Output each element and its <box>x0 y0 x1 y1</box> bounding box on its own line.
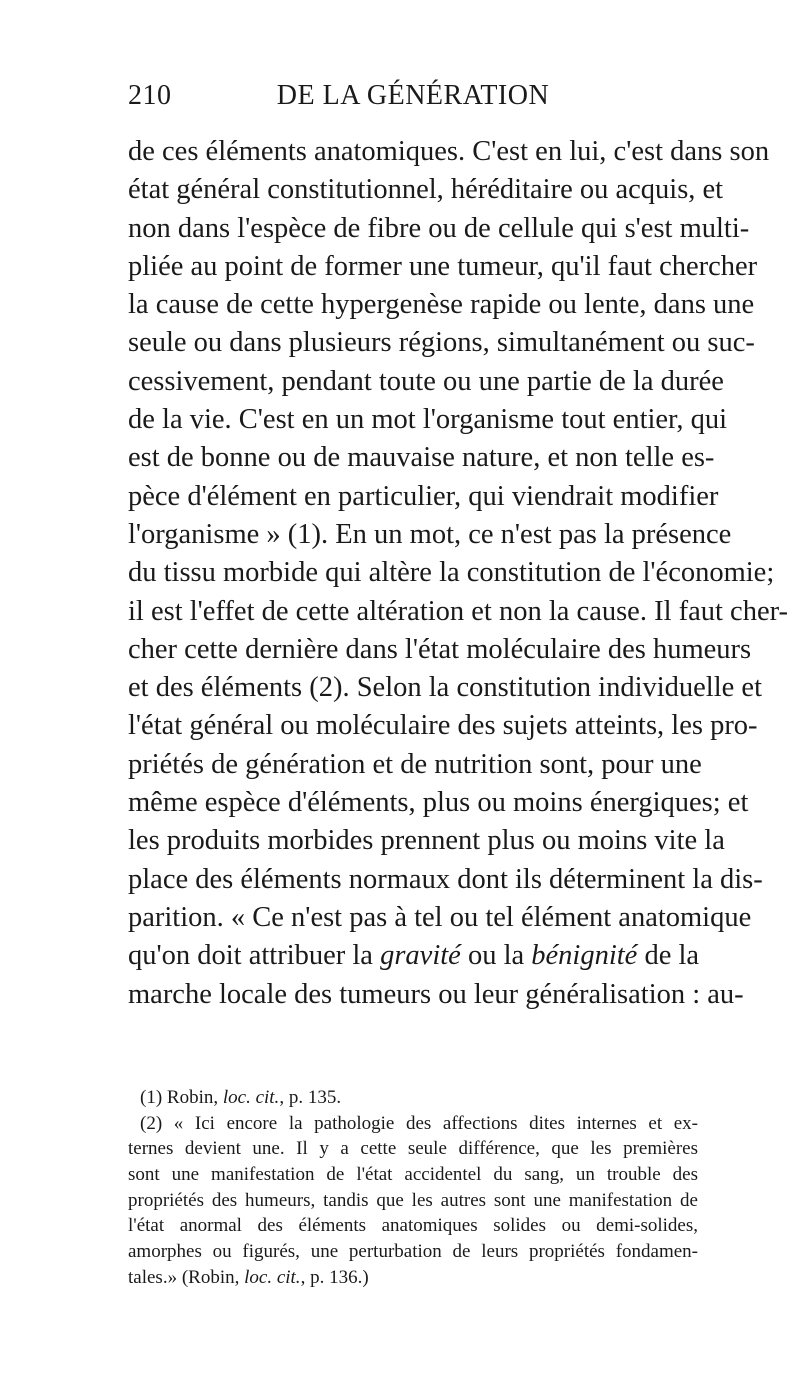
body-line: est de bonne ou de mauvaise nature, et non telle es- <box>128 442 715 474</box>
footnote-text: , p. 136.) <box>300 1266 369 1288</box>
body-line: état général constitutionnel, héréditaire ou acquis, et <box>128 174 724 206</box>
body-line: de la vie. C'est en un mot l'organisme tout entier, qui <box>128 404 728 436</box>
italic-term-gravite: gravité <box>380 940 461 972</box>
body-line: seule ou dans plusieurs régions, simultanément ou suc- <box>128 327 755 359</box>
body-line: la cause de cette hypergenèse rapide ou lente, dans une <box>128 289 755 321</box>
body-line: les produits morbides prennent plus ou moins vite la <box>128 825 725 857</box>
body-line: du tissu morbide qui altère la constitution de l'économie; <box>128 557 775 589</box>
footnote-2-line: (2) « Ici encore la pathologie des affections dites internes et ex- <box>140 1112 698 1134</box>
footnote-2-line: propriétés des humeurs, tandis que les autres sont une manifestation de <box>128 1189 698 1211</box>
body-line: parition. « Ce n'est pas à tel ou tel élément anatomique <box>128 901 752 933</box>
footnote-2-line: l'état anormal des éléments anatomiques solides ou demi-solides, <box>128 1215 698 1237</box>
line-segment: de la <box>637 940 700 972</box>
italic-term-benignite: bénignité <box>531 940 638 972</box>
body-text <box>128 133 789 1014</box>
footnote-text: tales.» (Robin, <box>128 1266 245 1288</box>
body-line-italic <box>128 937 698 975</box>
body-line: cher cette dernière dans l'état moléculaire des humeurs <box>128 633 752 665</box>
body-line: l'état général ou moléculaire des sujets atteints, les pro- <box>128 710 758 742</box>
footnote-italic: loc. cit. <box>222 1087 280 1108</box>
body-line: pèce d'élément en particulier, qui viendrait modifier <box>128 480 719 512</box>
footnote-2-last-line <box>128 1265 698 1291</box>
footnote-text: , p. 135. <box>279 1087 342 1108</box>
page-header <box>128 80 698 120</box>
footnotes <box>128 1085 698 1291</box>
body-line: place des éléments normaux dont ils déterminent la dis- <box>128 863 763 895</box>
running-title: DE LA GÉNÉRATION <box>276 80 550 111</box>
footnote-2-line: amorphes ou figurés, une perturbation de leurs propriétés fondamen- <box>128 1241 698 1263</box>
line-segment: qu'on doit attribuer la <box>128 940 381 972</box>
body-line: même espèce d'éléments, plus ou moins énergiques; et <box>128 787 749 819</box>
body-line: non dans l'espèce de fibre ou de cellule qui s'est multi- <box>128 212 750 244</box>
body-line: marche locale des tumeurs ou leur généralisation : au- <box>128 978 744 1010</box>
footnote-2-line: sont une manifestation de l'état accidentel du sang, un trouble des <box>128 1164 698 1186</box>
body-line: et des éléments (2). Selon la constitution individuelle et <box>128 672 762 704</box>
body-line: il est l'effet de cette altération et non la cause. Il faut cher- <box>128 595 789 627</box>
page-number: 210 <box>128 80 172 111</box>
footnote-2-line: ternes devient une. Il y a cette seule différence, que les premières <box>128 1138 698 1160</box>
body-line: de ces éléments anatomiques. C'est en lui, c'est dans son <box>128 136 770 167</box>
line-segment: ou la <box>460 940 532 972</box>
body-line: l'organisme » (1). En un mot, ce n'est pas la présence <box>128 518 732 550</box>
body-line: cessivement, pendant toute ou une partie de la durée <box>128 365 724 397</box>
body-line: pliée au point de former une tumeur, qu'il faut chercher <box>128 250 758 282</box>
footnote-italic: loc. cit. <box>244 1266 301 1288</box>
body-line: priétés de génération et de nutrition sont, pour une <box>128 748 702 780</box>
footnote-text: (1) Robin, <box>140 1087 223 1108</box>
footnote-1 <box>128 1085 698 1111</box>
